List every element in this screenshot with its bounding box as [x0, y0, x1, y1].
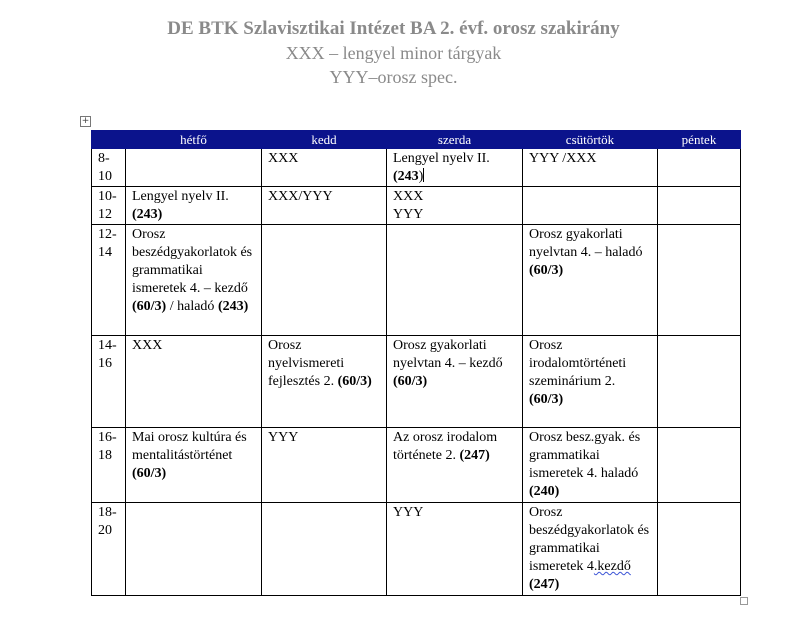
- schedule-cell[interactable]: [658, 149, 741, 187]
- spellcheck-underlined-text: .kezdő: [593, 559, 631, 574]
- schedule-cell[interactable]: [523, 336, 658, 428]
- cell-text: Az orosz irodalom története 2.: [393, 430, 498, 463]
- cell-text: Orosz gyakorlati nyelvtan 4. – kezdő: [393, 338, 503, 371]
- time-end: 14: [98, 245, 112, 260]
- room-code: (60/3): [529, 392, 564, 407]
- schedule-cell[interactable]: [523, 187, 658, 225]
- subtitle-russian-spec: YYY–orosz spec.: [329, 67, 458, 87]
- room-code: (247): [529, 577, 560, 592]
- cell-text: Orosz beszédgyakorlatok és grammatikai ismeretek 4. – kezdő: [132, 227, 253, 296]
- cell-text: YYY /XXX: [529, 151, 597, 166]
- time-slot-cell[interactable]: [92, 336, 126, 428]
- header-row: [92, 131, 741, 149]
- cell-text: Orosz irodalomtörténeti szeminárium 2.: [529, 338, 627, 389]
- schedule-cell[interactable]: [387, 336, 523, 428]
- cell-text: Lengyel nyelv II.: [132, 189, 229, 204]
- schedule-cell[interactable]: [126, 336, 262, 428]
- cell-text: Orosz beszédgyakorlatok és grammatikai ismeretek 4: [529, 505, 650, 574]
- time-start: 14-: [98, 338, 117, 353]
- schedule-cell[interactable]: [126, 149, 262, 187]
- room-code: (243): [132, 207, 163, 222]
- table-row: [92, 503, 741, 596]
- schedule-cell[interactable]: [523, 225, 658, 336]
- room-code: (60/3): [132, 299, 167, 314]
- schedule-cell[interactable]: [262, 336, 387, 428]
- table-row: [92, 336, 741, 428]
- schedule-cell[interactable]: [126, 503, 262, 596]
- schedule-cell[interactable]: [658, 428, 741, 503]
- cell-text: Orosz gyakorlati nyelvtan 4. – haladó: [529, 227, 643, 260]
- header-day: kedd: [262, 131, 387, 149]
- time-end: 20: [98, 523, 112, 538]
- subtitle-polish-minor: XXX – lengyel minor tárgyak: [285, 43, 502, 63]
- time-slot-cell[interactable]: [92, 187, 126, 225]
- header-day: csütörtök: [523, 131, 658, 149]
- cell-text: YYY: [268, 430, 299, 445]
- time-start: 18-: [98, 505, 117, 520]
- schedule-cell[interactable]: [523, 428, 658, 503]
- room-code: (247): [459, 448, 490, 463]
- cell-text: Orosz besz.gyak. és grammatikai ismeretek 4. haladó: [529, 430, 641, 481]
- time-slot-cell[interactable]: [92, 428, 126, 503]
- text-cursor: [423, 168, 424, 182]
- room-code: (240): [529, 484, 560, 499]
- time-slot-cell[interactable]: [92, 225, 126, 336]
- move-cross-icon[interactable]: +: [81, 116, 90, 126]
- time-start: 16-: [98, 430, 117, 445]
- table-row: [92, 225, 741, 336]
- document-title: DE BTK Szlavisztikai Intézet BA 2. évf. orosz szakirány: [167, 18, 620, 39]
- room-code: (60/3): [529, 263, 564, 278]
- schedule-cell[interactable]: [262, 149, 387, 187]
- room-code: (243: [393, 169, 419, 184]
- schedule-cell[interactable]: [387, 225, 523, 336]
- schedule-table: [91, 130, 741, 596]
- cell-text: ): [418, 169, 424, 184]
- time-end: 10: [98, 169, 112, 184]
- cell-text: Lengyel nyelv II.: [393, 151, 490, 166]
- time-start: 8-: [98, 151, 110, 166]
- room-code: (60/3): [337, 374, 372, 389]
- schedule-cell[interactable]: [523, 503, 658, 596]
- room-code: (60/3): [393, 374, 428, 389]
- schedule-cell[interactable]: [126, 187, 262, 225]
- cell-text: XXX/YYY: [268, 189, 333, 204]
- room-code: (243): [217, 299, 249, 314]
- schedule-cell[interactable]: [262, 225, 387, 336]
- table-resize-handle[interactable]: [740, 597, 748, 605]
- schedule-cell[interactable]: [262, 428, 387, 503]
- cell-text: YYY: [393, 207, 424, 222]
- table-row: [92, 187, 741, 225]
- time-start: 12-: [98, 227, 117, 242]
- time-slot-cell[interactable]: [92, 149, 126, 187]
- table-row: [92, 428, 741, 503]
- schedule-cell[interactable]: [387, 428, 523, 503]
- time-slot-cell[interactable]: [92, 503, 126, 596]
- schedule-cell[interactable]: [658, 503, 741, 596]
- schedule-cell[interactable]: [387, 503, 523, 596]
- schedule-cell[interactable]: [387, 149, 523, 187]
- time-start: 10-: [98, 189, 117, 204]
- header-day: szerda: [387, 131, 523, 149]
- time-end: 12: [98, 207, 112, 222]
- schedule-cell[interactable]: [523, 149, 658, 187]
- schedule-cell[interactable]: [387, 187, 523, 225]
- time-end: 16: [98, 356, 112, 371]
- cell-text: Mai orosz kultúra és mentalitástörténet: [132, 430, 247, 463]
- cell-text: / haladó: [166, 299, 218, 314]
- table-row: [92, 149, 741, 187]
- schedule-cell[interactable]: [126, 225, 262, 336]
- schedule-cell[interactable]: [658, 187, 741, 225]
- time-end: 18: [98, 448, 112, 463]
- cell-text: Orosz nyelvismereti fejlesztés 2.: [268, 338, 345, 389]
- cell-text: YYY: [393, 505, 424, 520]
- schedule-cell[interactable]: [126, 428, 262, 503]
- schedule-cell[interactable]: [262, 187, 387, 225]
- cell-text: XXX: [132, 338, 163, 353]
- schedule-cell[interactable]: [658, 336, 741, 428]
- header-day: péntek: [658, 131, 741, 149]
- schedule-cell[interactable]: [262, 503, 387, 596]
- header-empty-cell: [92, 131, 126, 149]
- cell-text: XXX: [268, 151, 299, 166]
- cell-text: XXX: [393, 189, 424, 204]
- header-day: hétfő: [126, 131, 262, 149]
- room-code: (60/3): [132, 466, 167, 481]
- schedule-cell[interactable]: [658, 225, 741, 336]
